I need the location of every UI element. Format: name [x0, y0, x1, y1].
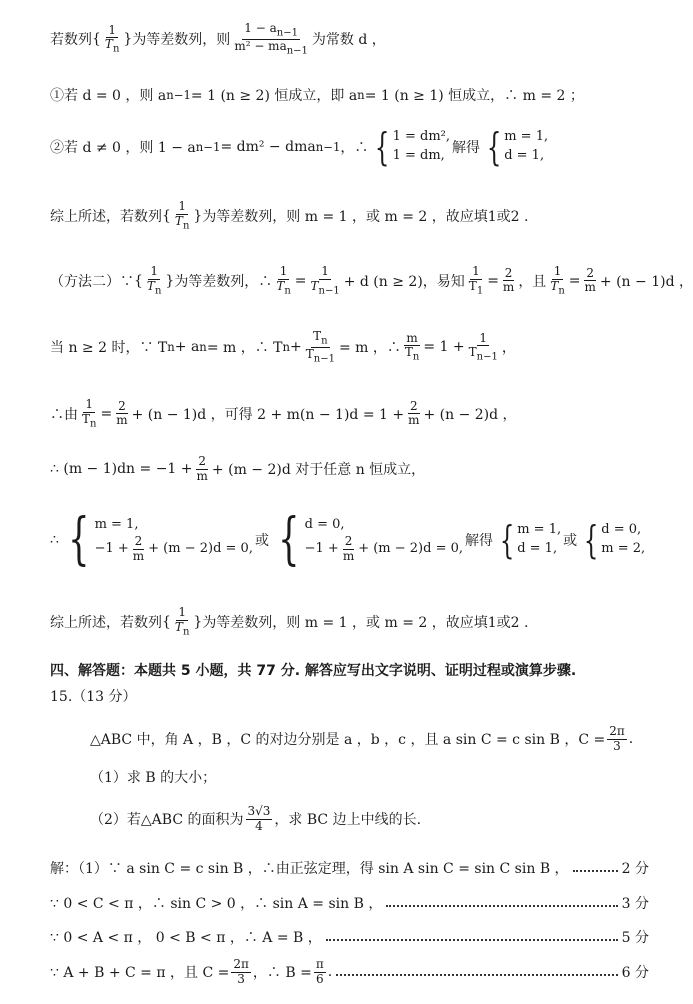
fraction — [607, 725, 627, 754]
text: = — [100, 405, 113, 422]
t: + (m − 2)d = 0, — [358, 541, 464, 556]
solution-line-3 — [50, 927, 649, 947]
text: 综上所述，若数列 — [50, 208, 162, 225]
denominator: m — [196, 468, 208, 483]
fraction — [548, 265, 566, 297]
numerator: m — [406, 330, 418, 345]
t: + (m − 2)d = 0, — [148, 541, 253, 556]
fraction — [131, 535, 146, 564]
numerator: 1 — [472, 264, 480, 278]
numerator: 1 — [553, 264, 562, 278]
denominator: $T_{n-1}$ — [305, 346, 335, 365]
row: m = 1, — [94, 517, 139, 533]
text: = 1 (n ≥ 1) 恒成立，∴ m = 2 ； — [364, 88, 584, 104]
points: 2 分 — [621, 861, 649, 877]
fraction — [195, 455, 210, 484]
denominator: m — [584, 280, 596, 295]
sub: n−1 — [195, 140, 221, 154]
line-6 — [50, 330, 516, 365]
fraction — [501, 267, 516, 296]
system — [482, 125, 549, 169]
numerator: 1 — [178, 199, 186, 213]
row: m = 1, — [517, 522, 562, 538]
text: ∵ 0 < C < π ，∴ sin C > 0 ，∴ sin A = sin B ， — [50, 896, 383, 912]
text: { — [162, 613, 171, 630]
brace: { — [68, 507, 90, 572]
text: + (m − 2)d 对于任意 n 恒成立， — [211, 462, 426, 479]
text: ∴ — [50, 532, 59, 548]
text: ②若 d ≠ 0 ，则 1 − a — [50, 140, 196, 156]
sub: n−1 — [166, 88, 191, 102]
rows — [305, 516, 463, 563]
denominator: m — [132, 548, 145, 563]
text: 为常数 d ， — [311, 32, 386, 49]
brace: { — [278, 507, 300, 572]
sub: n — [154, 285, 162, 297]
text: } — [193, 207, 203, 224]
row: d = 1, — [517, 541, 558, 556]
text: { — [134, 272, 143, 289]
denominator: 3 — [613, 738, 621, 753]
fraction — [467, 265, 485, 297]
numerator: 2 — [504, 265, 513, 280]
text: ，∴ — [340, 140, 369, 156]
section-heading — [50, 660, 576, 680]
denominator — [145, 280, 163, 297]
sub: n — [90, 418, 97, 430]
line-8 — [50, 455, 425, 484]
numerator: 1 — [479, 330, 488, 345]
text: = dm² − dma — [220, 139, 316, 155]
line-7 — [50, 398, 517, 430]
points: 6 分 — [621, 965, 649, 982]
fraction — [145, 265, 163, 297]
denominator: $T_n$ — [404, 345, 420, 363]
text: = — [294, 272, 307, 289]
denominator: $T_1$ — [468, 278, 484, 297]
row: d = 1, — [504, 148, 545, 163]
fraction — [274, 265, 292, 297]
brace: { — [583, 518, 599, 562]
text: = — [568, 272, 581, 289]
numerator: 1 — [279, 264, 288, 278]
rows — [504, 128, 548, 166]
text: = 1 (n ≥ 2) 恒成立，即 a — [190, 88, 358, 104]
t: 1 − a — [244, 21, 277, 35]
fraction — [232, 22, 310, 57]
row: 1 = dm², — [392, 129, 451, 145]
denominator — [548, 280, 566, 297]
text: 若数列 — [50, 32, 92, 49]
solution-line-1 — [50, 858, 649, 878]
numerator: 1 — [150, 264, 158, 278]
text: + d (n ≥ 2)，易知 — [343, 273, 465, 290]
points: 5 分 — [621, 930, 649, 946]
points: 3 分 — [621, 896, 649, 912]
var: T — [276, 278, 285, 293]
fraction — [467, 332, 500, 364]
denominator — [309, 280, 342, 297]
line-9 — [50, 507, 647, 572]
sub: n — [412, 351, 420, 363]
denominator — [232, 40, 310, 57]
question-number — [50, 686, 137, 706]
numerator: 2 — [409, 398, 418, 413]
numerator: 2 — [344, 534, 353, 549]
text: ，求 BC 边上中线的长. — [274, 812, 422, 829]
var: T — [104, 37, 113, 52]
text: = m ，∴ T — [206, 340, 283, 357]
t: m² − ma — [234, 38, 287, 53]
row — [95, 535, 253, 564]
text: ∵ 0 < A < π ， 0 < B < π ，∴ A = B ， — [50, 930, 322, 946]
text: 或 — [254, 533, 269, 549]
text: ∴ (m − 1)dn = −1 + — [50, 461, 193, 478]
question-part-1 — [90, 767, 216, 787]
numerator: π — [315, 957, 324, 971]
numerator: 1 — [85, 397, 94, 411]
text: （1）求 B 的大小； — [90, 770, 217, 786]
text: + (n − 1)d ，可得 2 + m(n − 1)d = 1 + — [131, 406, 405, 423]
text: （方法二）∵ — [50, 273, 134, 290]
sub: n−1 — [476, 351, 498, 363]
numerator: 1 — [178, 605, 186, 619]
numerator: 2π — [609, 724, 625, 738]
rows — [601, 521, 645, 559]
text: ，∴ B = — [252, 965, 312, 982]
fraction — [114, 400, 129, 429]
text: . — [327, 964, 333, 981]
text: ，且 — [518, 273, 547, 290]
t: −1 + — [94, 541, 129, 556]
row: m = 2, — [601, 541, 646, 556]
fraction — [583, 267, 598, 296]
text: + a — [174, 339, 200, 356]
text: { — [162, 207, 171, 224]
sub: n−1 — [286, 45, 308, 57]
text: + (n − 1)d ， — [599, 273, 693, 290]
brace: { — [375, 125, 390, 169]
text: 为等差数列，∴ — [174, 273, 273, 290]
fraction — [173, 606, 191, 638]
system — [495, 518, 562, 562]
text: + — [290, 339, 302, 356]
row: d = 0, — [601, 522, 642, 538]
denominator — [274, 280, 292, 297]
var: T — [174, 213, 183, 228]
text: 或 — [563, 533, 578, 549]
fraction — [246, 805, 273, 834]
rows — [95, 516, 253, 563]
rows — [393, 128, 450, 166]
text: } — [193, 613, 203, 630]
fraction — [304, 330, 337, 365]
text: 四、解答题：本题共 5 小题，共 77 分. 解答应写出文字说明、证明过程或演算步骤. — [50, 663, 577, 679]
denominator: $T_{n-1}$ — [468, 345, 498, 363]
fraction — [406, 400, 421, 429]
text: 解：（1）∵ a sin C = c sin B ，∴由正弦定理，得 sin A sin C = sin C sin B ， — [50, 861, 569, 877]
denominator: m — [342, 548, 355, 563]
text: （2）若△ABC 的面积为 — [90, 812, 244, 829]
brace: { — [499, 518, 515, 562]
denominator: m — [408, 413, 420, 428]
solution-line-4 — [50, 958, 649, 987]
denominator: 6 — [315, 971, 324, 986]
text: { — [92, 31, 101, 48]
text: + (n − 2)d ， — [423, 406, 517, 423]
var: T — [550, 278, 559, 293]
leader-dots — [326, 939, 618, 941]
numerator: 1 — [108, 22, 116, 37]
sub: n−1 — [315, 140, 341, 154]
line-1 — [50, 22, 386, 57]
text: 综上所述，若数列 — [50, 614, 162, 631]
sub: n−1 — [318, 285, 340, 297]
leader-dots — [336, 974, 617, 976]
system — [579, 518, 646, 562]
fraction — [309, 265, 342, 297]
text: ∵ A + B + C = π ，且 C = — [50, 965, 230, 982]
var: T — [310, 278, 319, 293]
text: ∴由 — [50, 406, 78, 423]
text: } — [165, 272, 175, 289]
line-3 — [50, 125, 550, 169]
sub: n — [182, 220, 190, 232]
system — [271, 507, 464, 572]
sub: n — [284, 285, 291, 297]
denominator — [173, 215, 191, 232]
denominator: $T_n$ — [82, 411, 97, 430]
numerator: 2π — [233, 957, 249, 971]
text: = — [487, 272, 499, 289]
line-5 — [50, 265, 693, 297]
var: T — [146, 278, 155, 293]
numerator: $T_n$ — [313, 329, 328, 347]
text: ①若 d = 0 ，则 a — [50, 88, 167, 104]
numerator: 2 — [118, 398, 126, 413]
text: 解得 — [452, 140, 481, 156]
solution-line-2 — [50, 893, 649, 913]
fraction — [231, 958, 251, 987]
text: 为等差数列，则 m = 1 ，或 m = 2 ，故应填1或2 . — [202, 614, 529, 631]
rows — [517, 521, 561, 559]
row — [305, 535, 463, 564]
numerator: 2 — [198, 454, 207, 468]
question-stem — [90, 725, 633, 754]
denominator — [103, 38, 121, 55]
leader-dots — [386, 905, 617, 907]
sub: n — [282, 340, 291, 355]
sub: n — [112, 43, 120, 55]
fraction — [341, 535, 356, 564]
leader-dots — [573, 870, 618, 872]
line-4 — [50, 200, 528, 232]
text: 为等差数列，则 — [132, 32, 231, 49]
text: = 1 + — [423, 339, 465, 356]
system — [61, 507, 253, 572]
sub: n−1 — [276, 27, 298, 39]
text: = m ，∴ — [338, 340, 401, 357]
denominator: 4 — [255, 818, 263, 833]
brace: { — [486, 125, 502, 169]
system — [370, 125, 451, 169]
fraction — [103, 24, 121, 56]
row: m = 1, — [504, 129, 549, 145]
text: 为等差数列，则 m = 1 ，或 m = 2 ，故应填1或2 . — [202, 208, 529, 225]
sub: n — [558, 285, 565, 297]
text: . — [628, 731, 634, 748]
var: T — [174, 619, 183, 634]
numerator: 2 — [586, 265, 595, 280]
text: △ABC 中，角 A ，B ，C 的对边分别是 a ，b ，c ，且 a sin C = c sin B ，C = — [90, 732, 606, 749]
denominator: 3 — [237, 971, 245, 986]
sub: n — [321, 335, 328, 347]
question-part-2 — [90, 805, 421, 834]
numerator: 2 — [134, 534, 143, 549]
row: 1 = dm, — [392, 148, 445, 163]
row: d = 0, — [304, 517, 345, 533]
fraction — [173, 200, 191, 232]
numerator: 1 — [321, 264, 329, 278]
text: 15.（13 分） — [50, 689, 137, 705]
numerator: 3√3 — [247, 804, 271, 818]
line-2 — [50, 85, 584, 105]
fraction — [314, 958, 326, 987]
sub: n — [357, 88, 365, 102]
denominator: m — [116, 413, 128, 428]
text: 当 n ≥ 2 时，∵ T — [50, 340, 168, 357]
numerator — [242, 22, 300, 40]
denominator: m — [502, 280, 515, 295]
fraction — [403, 332, 421, 364]
text: ， — [501, 340, 516, 357]
sub: 1 — [476, 285, 484, 297]
text: 解得 — [465, 533, 494, 549]
sub: n−1 — [313, 353, 335, 365]
line-10 — [50, 606, 528, 638]
fraction — [80, 398, 98, 430]
text: } — [123, 31, 133, 48]
sub: n — [182, 626, 190, 638]
denominator — [173, 621, 191, 638]
sub: n — [199, 340, 207, 355]
t: −1 + — [304, 541, 339, 556]
sub: n — [167, 340, 175, 355]
